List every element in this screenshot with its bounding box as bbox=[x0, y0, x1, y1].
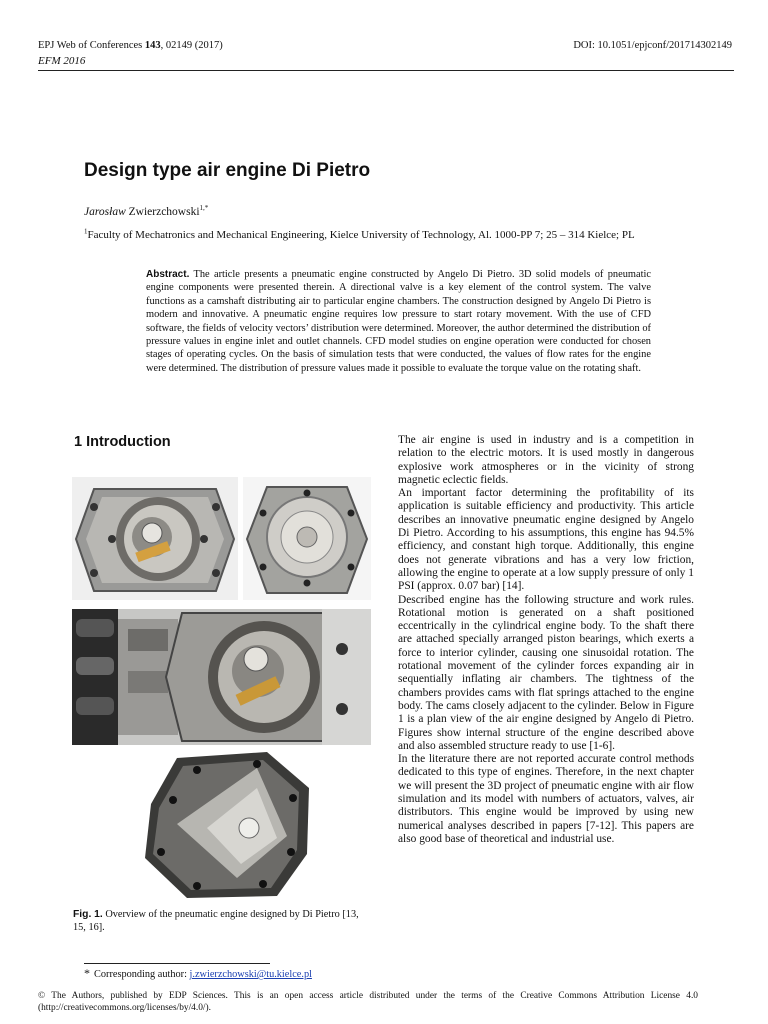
abstract-text: The article presents a pneumatic engine constructed by Angelo Di Pietro. 3D solid models of pneumatic engine components were presented therein. A directional valve is a key element of the control system. The valve functions as a camshaft distributing air to particular engine chambers. The construction designed by Angelo Di Pietro is modern and innovative. A pneumatic engine requires low pressure to start rotary movement. With the use of CFD software, the fields of velocity vectors’ distribution were determined. Moreover, the author determined the distribution of pressure values in engine inlet and outlet channels. CFD model studies on engine operation were conducted for chosen stages of operating cycles. On the basis of simulation tests that were conducted, the values of flow rates for the engine were determined. The distribution of pressure values made it possible to evaluate the torque value on the rotating shaft. bbox=[146, 269, 651, 374]
body-column bbox=[398, 434, 694, 846]
abstract-label: Abstract. bbox=[146, 269, 190, 280]
figure-caption bbox=[73, 908, 373, 934]
engine-open-housing-photo bbox=[72, 477, 238, 600]
footnote-text: Corresponding author: bbox=[94, 969, 190, 980]
paragraph: The air engine is used in industry and is a competition in relation to the electric motors. It is used mostly in dangerous explosive work atmospheres or in the vicinity of strong magnetic eclectic fields. bbox=[398, 434, 694, 486]
footnote bbox=[84, 966, 312, 981]
author-last-name: Zwierzchowski bbox=[125, 206, 200, 218]
journal-volume: 143 bbox=[144, 40, 161, 51]
author-first-name: Jarosław bbox=[84, 206, 126, 218]
license-notice: © The Authors, published by EDP Sciences. This is an open access article distributed under the terms of the Creative Commons Attribution License 4.0 (http://creativecommons.org/licenses/by/4.0/). bbox=[38, 991, 698, 1013]
abstract bbox=[146, 268, 651, 375]
journal-citation bbox=[38, 40, 223, 51]
engine-internals-photo bbox=[72, 609, 371, 745]
figure-caption-text: Overview of the pneumatic engine designed by Di Pietro [13, 15, 16]. bbox=[73, 909, 359, 933]
paper-title: Design type air engine Di Pietro bbox=[84, 160, 371, 181]
conference-label: EFM 2016 bbox=[38, 55, 86, 67]
author-email-link[interactable]: j.zwierzchowski@tu.kielce.pl bbox=[189, 969, 312, 980]
paragraph: In the literature there are not reported accurate control methods dedicated to this type of engines. Therefore, in the next chapter we will present the 3D project of pneumatic engine with air flow simulation and its model with numbers of actuators, valves, air distributors. This engine would be improved by using new numerical analyses described in papers [7-12]. This papers are also good base of theoretical and industrial use. bbox=[398, 753, 694, 845]
paragraph: An important factor determining the profitability of its application is suitable efficiency and productivity. This article describes an innovative pneumatic engine designed by Angelo Di Pietro. According to his assumptions, this engine has 94.5% efficiency, and constant high torque. Additionally, this engine does not generate vibrations and has a very low friction, allowing the engine to operate at a low supply pressure of only 1 PSI (approx. 0.07 bar) [14]. bbox=[398, 487, 694, 593]
assembled-engine-photo bbox=[137, 748, 316, 902]
doi-label: DOI: 10.1051/epjconf/201714302149 bbox=[573, 40, 732, 51]
footnote-divider bbox=[84, 963, 270, 964]
author-line bbox=[84, 206, 208, 218]
journal-suffix: , 02149 (2017) bbox=[160, 40, 223, 51]
affiliation-superscript: 1 bbox=[84, 227, 88, 236]
paragraph: Described engine has the following structure and work rules. Rotational motion is generated on a shaft positioned eccentrically in the cylindrical engine body. To the shaft there are attached specially arranged piston bearings, which exerts a force to interior cylinder, causing one sinusoidal rotation. The rotational movement of the cylinder forces expanding air in sequentially inflating air chambers. The tightness of the chambers provides cams with flat springs attached to the engine body. The cams closely adjacent to the cylinder. Below in Figure 1 is a plan view of the air engine designed by Angelo di Pietro. Figures show internal structure of the engine described above and also assembled structure ready to use [1-6]. bbox=[398, 593, 694, 752]
figure-label: Fig. 1. bbox=[73, 909, 103, 920]
affiliation-text: Faculty of Mechatronics and Mechanical Engineering, Kielce University of Technology, Al. 1000-PP 7; 25 – 314 Kielce; PL bbox=[87, 229, 635, 241]
footnote-star: * bbox=[84, 966, 90, 980]
affiliation-line bbox=[84, 229, 635, 241]
header-divider bbox=[38, 70, 734, 71]
section-heading: 1 Introduction bbox=[74, 434, 171, 450]
engine-cover-photo bbox=[243, 477, 371, 600]
journal-prefix: EPJ Web of Conferences bbox=[38, 40, 145, 51]
author-superscript: 1,* bbox=[199, 204, 209, 213]
